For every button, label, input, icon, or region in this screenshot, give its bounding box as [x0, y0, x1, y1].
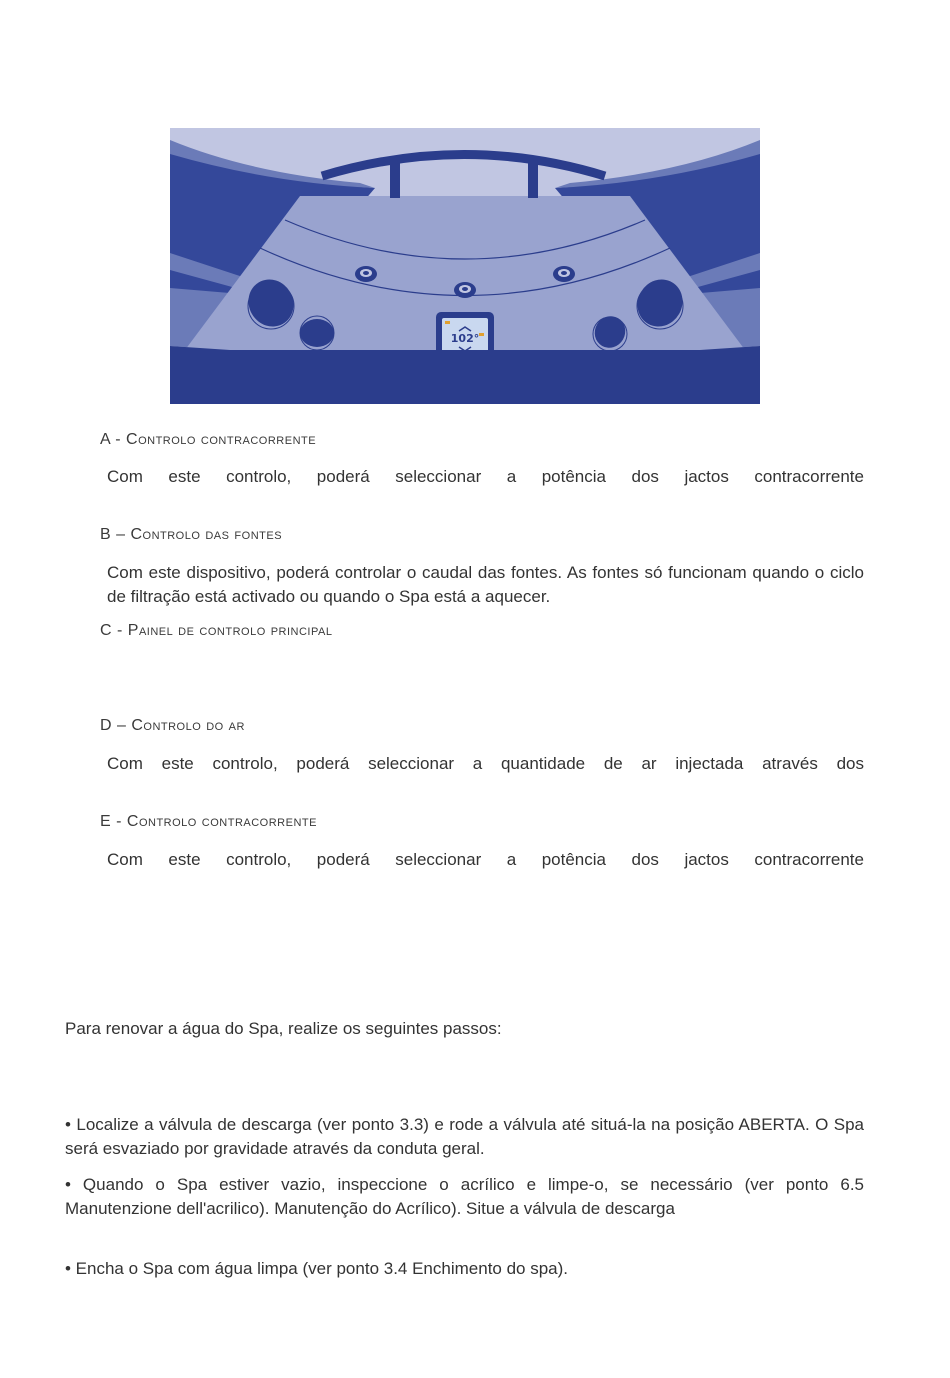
heading-a: A - Controlo contracorrente [100, 431, 317, 448]
renew-intro: Para renovar a água do Spa, realize os seguintes passos: [65, 1019, 502, 1038]
handle-post-right [528, 160, 538, 198]
text-e: Com este controlo, poderá seleccionar a potência dos jactos contracorrente [107, 850, 864, 869]
renew-step-3: • Encha o Spa com água limpa (ver ponto 3.4 Enchimento do spa). [65, 1259, 569, 1278]
fountain-knob-right [553, 266, 575, 282]
dial-b-left-small [300, 316, 334, 350]
display-temperature: 102° [450, 332, 480, 345]
text-d: Com este controlo, poderá seleccionar a quantidade de ar injectada através dos [107, 754, 864, 773]
renew-step-2: • Quando o Spa estiver vazio, inspeccione o acrílico e limpe-o, se necessário (ver ponto 6.5 Manutenzione dell'acrilico). Manutenção do Acrílico). Situe a válvula de descarga [65, 1175, 864, 1218]
text-b: Com este dispositivo, poderá controlar o caudal das fontes. As fontes só funcionam quando o ciclo de filtração está activado ou quando o Spa está a aquecer. [107, 563, 864, 606]
heading-b: B – Controlo das fontes [100, 526, 283, 543]
handle-post-left [390, 160, 400, 198]
heading-c: C - Painel de controlo principal [100, 622, 333, 639]
renew-step-1: • Localize a válvula de descarga (ver ponto 3.3) e rode a válvula até situá-la na posição ABERTA. O Spa será esvaziado por gravidade através da conduta geral. [65, 1115, 864, 1158]
fountain-knob-left [355, 266, 377, 282]
heading-d: D – Controlo do ar [100, 717, 245, 734]
text-a: Com este controlo, poderá seleccionar a potência dos jactos contracorrente [107, 467, 864, 486]
spa-control-panel-illustration [170, 128, 760, 404]
spa-front-base [170, 346, 760, 404]
heading-e: E - Controlo contracorrente [100, 813, 317, 830]
fountain-knob-center [454, 282, 476, 298]
